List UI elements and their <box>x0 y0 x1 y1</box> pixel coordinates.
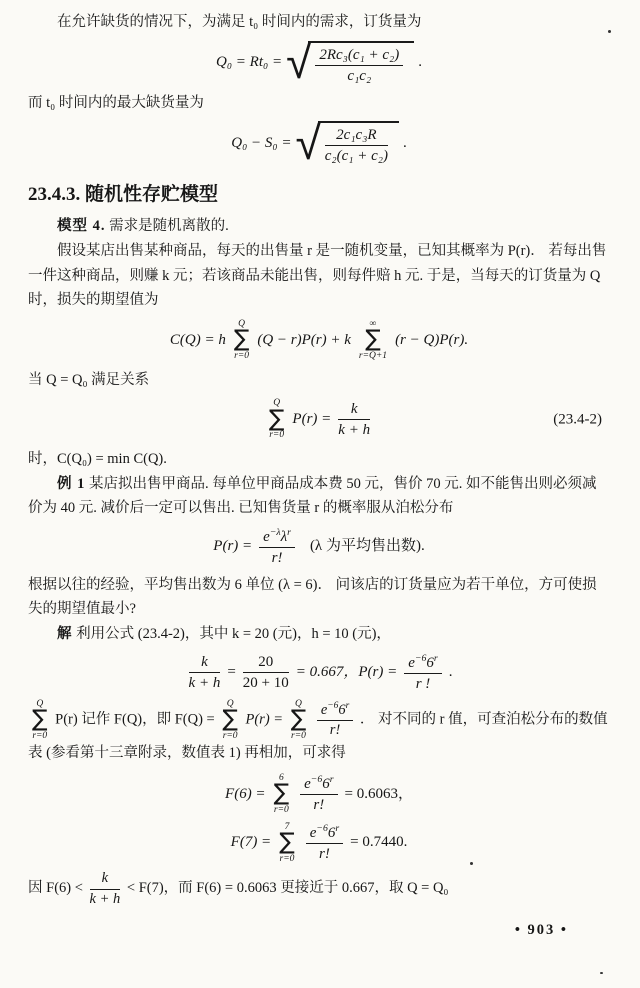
equation-lhs: Q₀ = Rt₀ = <box>216 54 283 71</box>
equation-lhs: F(7) = <box>230 834 272 851</box>
equation-f7 <box>28 822 610 865</box>
equation-23-4-2 <box>28 398 610 441</box>
sum-upper-limit: Q <box>295 698 302 709</box>
equation-lhs: P(r) = <box>213 538 253 555</box>
exponent: −λ <box>269 526 281 538</box>
equation-expected-loss <box>28 319 610 362</box>
fraction-numerator: $e^{-6}6^r$ <box>404 653 441 674</box>
paragraph-shortage-intro: 在允许缺货的情况下，为满足 t₀ 时间内的需求，订货量为 <box>57 14 422 30</box>
paragraph-solution <box>28 622 610 647</box>
fraction-numerator: $e^{-6}6^r$ <box>317 701 353 721</box>
summation <box>291 699 307 742</box>
fraction-denominator: c₂(c₁ + c₂) <box>324 148 388 165</box>
sigma-icon: ∑ <box>273 780 290 807</box>
page-number: • 903 • <box>514 922 568 939</box>
model-label: 模型 4. <box>57 218 106 235</box>
summation <box>279 822 295 865</box>
radical-sign-icon: √ <box>295 115 321 170</box>
scan-speck <box>600 972 603 974</box>
fraction-denominator: k + h <box>89 890 121 907</box>
fraction-denominator: 20 + 10 <box>242 675 289 692</box>
sum-upper-limit: Q <box>226 698 234 709</box>
equation-critical-ratio <box>28 653 610 693</box>
fraction <box>90 870 121 908</box>
paragraph-max-shortage: 而 t₀ 时间内的最大缺货量为 <box>28 94 204 111</box>
section-heading: 23.4.3. 随机性存贮模型 <box>28 184 219 206</box>
paragraph-model4 <box>28 214 610 239</box>
equation-end: . <box>448 664 453 681</box>
fraction-numerator: k <box>338 400 370 420</box>
fraction-denominator: r! <box>313 797 325 814</box>
text-run: P(r) = <box>245 711 284 728</box>
text-run: < F(7)，而 F(6) = 0.6063 更接近于 0.667，取 Q = Q₀ <box>126 880 449 897</box>
scan-speck <box>470 862 473 865</box>
sigma-icon: ∑ <box>233 326 250 353</box>
fraction-denominator: c₁c₂ <box>347 67 372 84</box>
paragraph-conclusion <box>28 870 610 908</box>
solution-intro: 利用公式 (23.4-2)，其中 k = 20 (元)，h = 10 (元)， <box>76 626 391 643</box>
fraction-numerator: k <box>90 870 121 889</box>
equation-middle: (Q − r)P(r) + k <box>257 331 351 348</box>
equation-number: (23.4-2) <box>553 410 602 427</box>
sigma-icon: ∑ <box>222 706 238 733</box>
sum-upper-limit: 7 <box>284 821 290 832</box>
sum-lower-limit: r=0 <box>291 731 306 742</box>
paragraph-assumptions: 假设某店出售某种商品，每天的出售量 r 是一随机变量，已知其概率为 P(r)． 若每出售一件这种商品，则赚 k 元；若该商品未能出售，则每件赔 h 元. 于是，当每天的订货量为 Q 时，损失的期望值为 <box>28 242 607 309</box>
fraction <box>404 653 441 693</box>
summation <box>269 398 285 441</box>
fraction <box>338 400 370 439</box>
equation-max-shortage <box>28 115 610 170</box>
equation-lhs: Q₀ − S₀ = <box>231 134 292 151</box>
sum-lower-limit: r=0 <box>269 430 285 441</box>
summation <box>359 319 387 362</box>
paragraph-experience: 根据以往的经验，平均售出数为 6 单位 (λ = 6)． 问该店的订货量应为若干单位，方可使损失的期望值最小? <box>28 576 597 618</box>
sigma-icon: ∑ <box>290 706 307 733</box>
equals: = <box>227 664 236 681</box>
exponent: −6 <box>310 774 323 786</box>
radical <box>286 35 414 90</box>
fraction <box>300 774 337 814</box>
summation <box>274 773 290 816</box>
equation-end: (r − Q)P(r). <box>395 331 469 348</box>
equation-result: = 0.7440. <box>350 834 408 851</box>
equation-end: . <box>403 134 407 151</box>
fraction-numerator: 2Rc₃(c₁ + c₂) <box>315 46 403 66</box>
equation-result: = 0.6063， <box>344 785 413 802</box>
sum-lower-limit: r=0 <box>234 351 250 362</box>
fraction <box>189 653 221 692</box>
paragraph-example-1 <box>28 472 610 521</box>
fraction <box>315 46 403 85</box>
paragraph-min-result: 时，C(Q₀) = min C(Q). <box>28 450 167 467</box>
fraction-numerator: $e^{-6}6^r$ <box>300 774 337 795</box>
equation-lhs: F(6) = <box>225 785 266 802</box>
fraction <box>325 126 388 165</box>
paragraph-condition: 当 Q = Q₀ 满足关系 <box>28 371 150 388</box>
fraction-numerator: 20 <box>243 653 289 673</box>
sigma-icon: ∑ <box>365 326 381 353</box>
sum-upper-limit: Q <box>273 398 281 409</box>
sum-lower-limit: r=0 <box>222 731 238 742</box>
equation-poisson <box>28 527 610 567</box>
exponent: r <box>287 526 291 538</box>
summation <box>234 319 250 362</box>
equation-middle: = 0.667，P(r) = <box>295 664 398 681</box>
sum-upper-limit: ∞ <box>369 318 377 329</box>
fraction <box>306 823 343 863</box>
fraction <box>317 701 353 740</box>
solution-label: 解 <box>57 626 73 643</box>
summation <box>222 699 238 742</box>
sum-lower-limit: r=0 <box>279 853 295 864</box>
fraction <box>243 653 289 692</box>
exponent: r <box>329 774 334 786</box>
sigma-icon: ∑ <box>279 829 295 856</box>
sum-lower-limit: r=0 <box>273 805 289 816</box>
fraction-numerator: 2c₁c₃R <box>325 126 388 146</box>
fraction-numerator: k <box>189 653 221 673</box>
equation-end: . <box>418 54 422 71</box>
sum-lower-limit: r=Q+1 <box>358 351 388 362</box>
exponent: −6 <box>316 822 328 834</box>
fraction-numerator: $e^{-6}6^r$ <box>306 823 343 844</box>
fraction-denominator: r ! <box>415 675 431 692</box>
equation-note: (λ 为平均售出数). <box>309 538 425 555</box>
fraction-denominator: r! <box>329 722 341 739</box>
model-text: 需求是随机离散的. <box>109 218 229 235</box>
equation-f6 <box>28 773 610 816</box>
radical-sign-icon: √ <box>286 35 312 90</box>
example-label: 例 1 <box>57 475 86 492</box>
fraction-denominator: r! <box>271 549 283 566</box>
example-text: 某店拟出售甲商品. 每单位甲商品成本费 50 元，售价 70 元. 如不能售出则必须减价为 40 元. 减价后一定可以售出. 已知售货量 r 的概率服从泊松分布 <box>28 475 597 517</box>
equation-order-quantity <box>28 35 610 90</box>
exponent: −6 <box>414 652 427 664</box>
exponent: r <box>433 652 438 664</box>
fraction-denominator: k + h <box>338 422 371 439</box>
radicand <box>308 41 414 85</box>
scan-speck <box>608 30 611 33</box>
equation-lhs: P(r) = <box>292 410 332 427</box>
exponent: r <box>345 700 350 711</box>
text-run: ． 对不同的 r 值，可查泊松分布的数值表 (参看第十三章附录，数值表 1) 再相加，可求得 <box>28 711 608 762</box>
sum-upper-limit: Q <box>238 318 246 329</box>
fraction-denominator: k + h <box>188 675 221 692</box>
equation-lhs: C(Q) = h <box>169 331 226 348</box>
sum-lower-limit: r=0 <box>32 731 48 742</box>
sigma-icon: ∑ <box>32 706 48 733</box>
text-run: P(r) 记作 F(Q)，即 F(Q) = <box>55 711 215 728</box>
text-run: 因 F(6) < <box>28 880 83 897</box>
summation <box>32 699 48 742</box>
radical <box>295 115 399 170</box>
fraction-denominator: r! <box>318 845 330 862</box>
sum-upper-limit: 6 <box>278 772 284 783</box>
fraction <box>259 527 295 567</box>
radicand <box>318 121 399 165</box>
sum-upper-limit: Q <box>36 698 44 709</box>
sigma-icon: ∑ <box>268 405 285 432</box>
exponent: −6 <box>327 700 339 711</box>
paragraph-f-definition <box>28 699 610 767</box>
fraction-numerator: $e^{-\lambda}\lambda^r$ <box>259 527 295 548</box>
exponent: r <box>335 822 340 834</box>
